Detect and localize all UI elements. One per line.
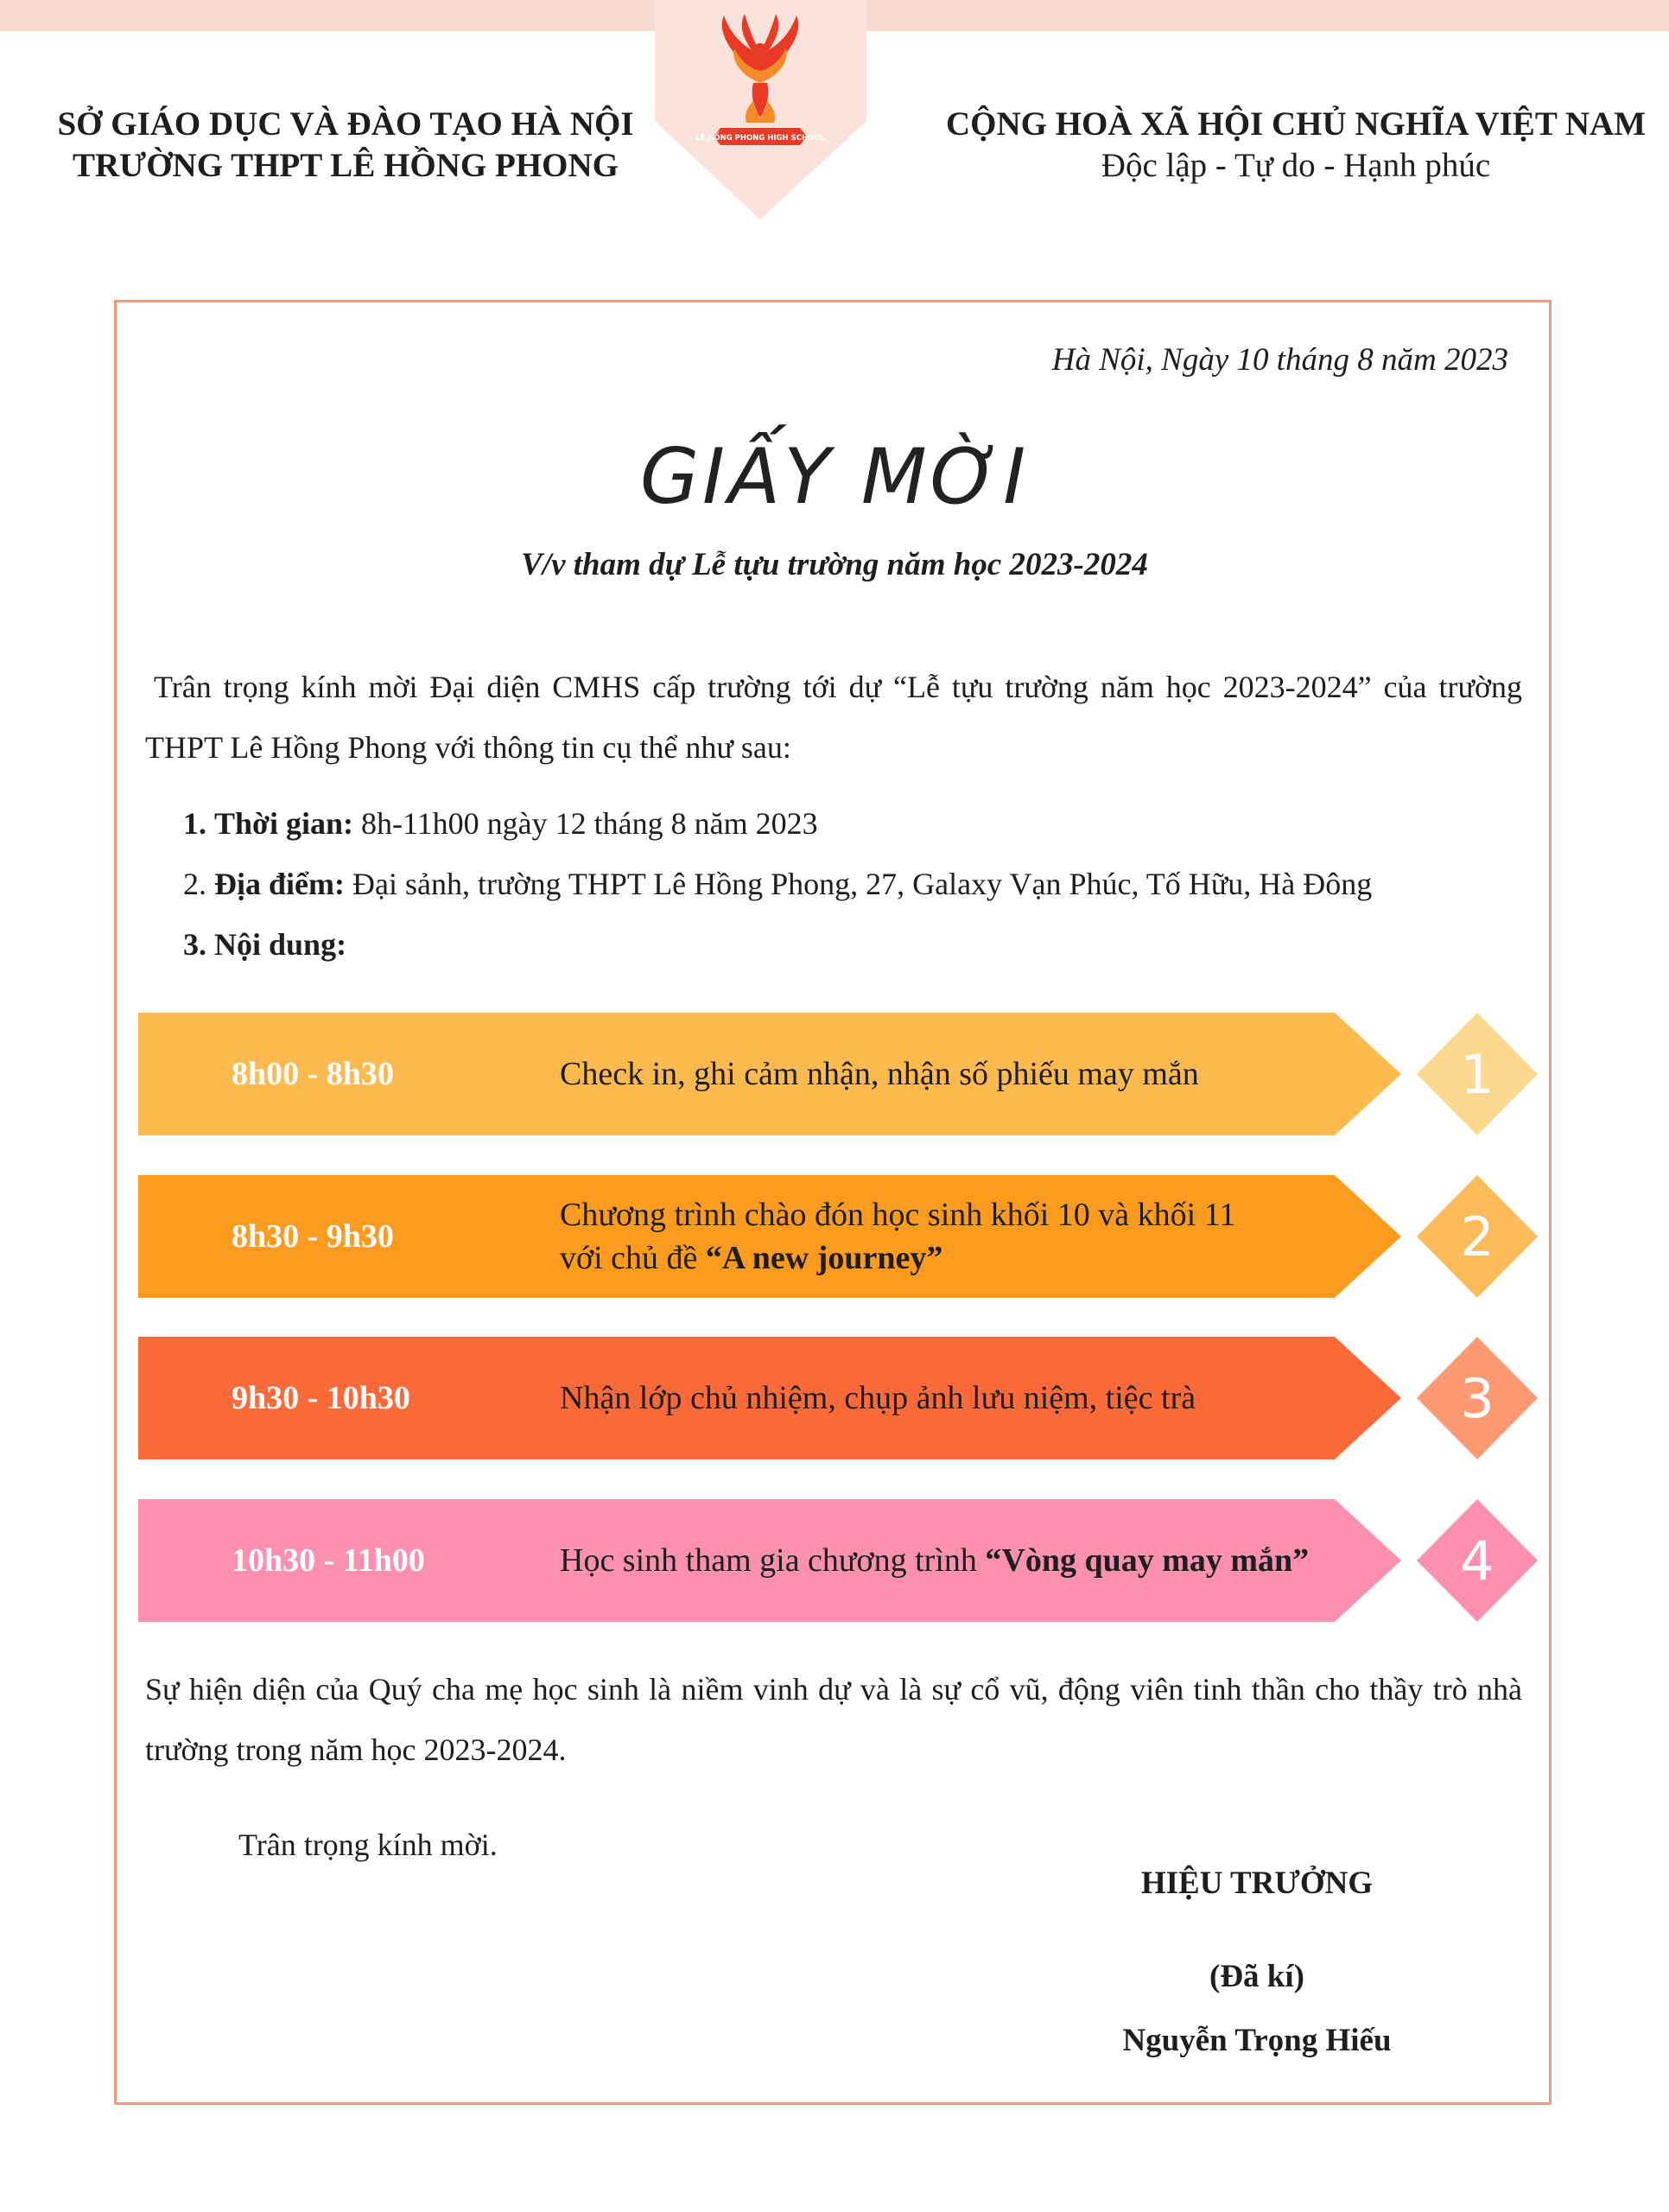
signature-status: (Đã kí) [1209, 1959, 1304, 1994]
schedule-number: 1 [1460, 1042, 1494, 1106]
schedule-desc-text: với chủ đề [560, 1240, 706, 1276]
schedule-desc [560, 1013, 1475, 1135]
schedule-desc [560, 1337, 1475, 1459]
item-label: Nội dung: [214, 927, 347, 962]
letter-title: GIẤY MỜI [639, 432, 1030, 521]
country-name: CỘNG HOÀ XÃ HỘI CHỦ NGHĨA VIỆT NAM [945, 105, 1647, 143]
item-number: 2. [183, 867, 206, 901]
schedule-time: 10h30 - 11h00 [232, 1542, 425, 1579]
schedule-desc-line: Check in, ghi cảm nhận, nhận số phiếu may mắn [560, 1056, 1199, 1092]
motto: Độc lập - Tự do - Hạnh phúc [1101, 147, 1491, 184]
letter-subtitle: V/v tham dự Lễ tựu trường năm học 2023-2024 [521, 547, 1148, 582]
schedule-desc-line [560, 1539, 1475, 1582]
schedule-desc [560, 1499, 1475, 1622]
signature-title: HIỆU TRƯỞNG [1140, 1866, 1374, 1901]
logo-badge-shape [655, 0, 866, 219]
item-text: Đại sảnh, trường THPT Lê Hồng Phong, 27, Galaxy Vạn Phúc, Tố Hữu, Hà Đông [352, 867, 1373, 901]
regards-line: Trân trọng kính mời. [238, 1827, 498, 1862]
item-number: 3. [183, 927, 206, 962]
school-logo [655, 0, 866, 219]
school-name: TRƯỜNG THPT LÊ HỒNG PHONG [72, 147, 619, 184]
schedule-number: 4 [1460, 1529, 1494, 1592]
item-number: 1. [183, 806, 206, 841]
header-left [26, 104, 665, 187]
info-item-location [183, 854, 1372, 914]
schedule-desc-bold: “Vòng quay may mắn” [985, 1542, 1310, 1579]
schedule-time: 8h00 - 8h30 [232, 1056, 394, 1092]
department-name: SỞ GIÁO DỤC VÀ ĐÀO TẠO HÀ NỘI [57, 105, 634, 143]
schedule-row-1 [138, 1013, 1538, 1135]
schedule-row-3 [138, 1337, 1538, 1459]
schedule-time: 8h30 - 9h30 [232, 1218, 394, 1255]
schedule-number: 3 [1460, 1366, 1494, 1430]
header-right [933, 104, 1659, 187]
item-label: Thời gian: [214, 806, 353, 841]
letter-date: Hà Nội, Ngày 10 tháng 8 năm 2023 [1051, 342, 1508, 378]
item-text: 8h-11h00 ngày 12 tháng 8 năm 2023 [360, 806, 818, 841]
info-item-time [183, 793, 818, 854]
schedule-number: 2 [1460, 1205, 1494, 1268]
schedule-desc [560, 1175, 1475, 1298]
schedule-desc-text: Học sinh tham gia chương trình [560, 1542, 986, 1579]
logo-text: LÊ HỒNG PHONG HIGH SCHOOL [695, 134, 825, 143]
schedule-desc-line: Chương trình chào đón học sinh khối 10 và khối 11 [560, 1197, 1236, 1233]
schedule-time: 9h30 - 10h30 [232, 1380, 410, 1416]
signature-name: Nguyễn Trọng Hiếu [1122, 2023, 1392, 2058]
info-item-content [183, 914, 346, 975]
schedule-desc-line: Nhận lớp chủ nhiệm, chụp ảnh lưu niệm, tiệc trà [560, 1380, 1196, 1416]
schedule-desc-line-2 [560, 1236, 1475, 1280]
schedule-row-4 [138, 1499, 1538, 1622]
schedule-row-2 [138, 1175, 1538, 1298]
schedule-desc-bold: “A new journey” [705, 1240, 943, 1276]
item-label: Địa điểm: [214, 867, 345, 901]
intro-paragraph: Trân trọng kính mời Đại diện CMHS cấp trường tới dự “Lễ tựu trường năm học 2023-2024” của trường THPT Lê Hồng Phong với thông tin cụ thể như sau: [145, 670, 1522, 765]
closing-paragraph: Sự hiện diện của Quý cha mẹ học sinh là niềm vinh dự và là sự cổ vũ, động viên tinh thần cho thầy trò nhà trường trong năm học 2023-2024. [145, 1672, 1522, 1767]
